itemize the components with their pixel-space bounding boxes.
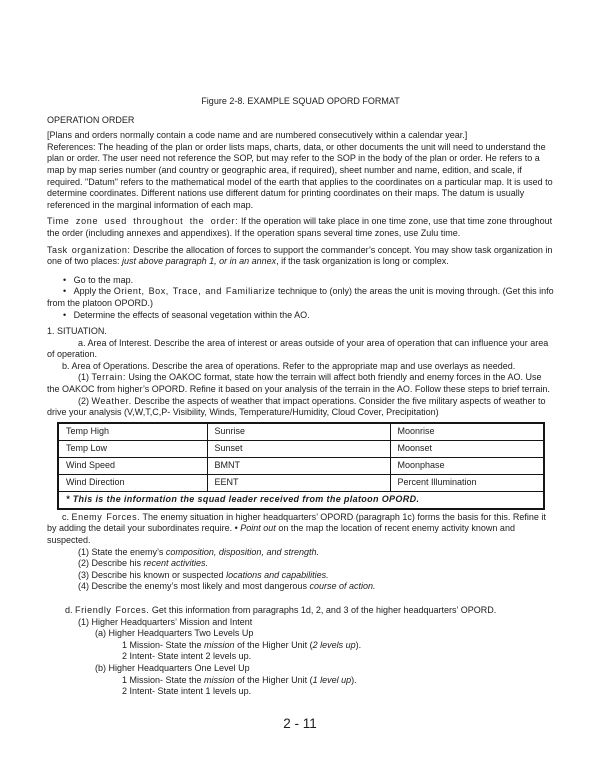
text-run: mission	[204, 639, 235, 650]
text-run: , if the task organization is long or complex.	[276, 256, 449, 267]
text-run: • Apply the	[63, 286, 114, 297]
friendly-sub-item	[47, 628, 554, 640]
friendly-sub-item	[47, 663, 554, 675]
table-footnote-row	[58, 491, 544, 509]
text-run: 2 Intent- State intent 1 levels up.	[122, 686, 252, 697]
text-run: just above paragraph 1, or in an annex	[122, 256, 277, 267]
table-footnote: * This is the information the squad leader received from the platoon OPORD.	[58, 491, 544, 509]
text-run: (1) Higher Headquarters’ Mission and Intent	[78, 616, 253, 627]
text-run: The enemy situation in higher headquarters’ OPORD (paragraph 1c) forms the basis for this. Refine it by adding the detail your subordinates require. •	[47, 511, 546, 534]
bullet-item	[47, 310, 554, 322]
text-run: (2) Describe his	[78, 558, 144, 569]
table-row	[58, 423, 544, 441]
text-run: Task organization:	[47, 244, 131, 255]
friendly-sub-item	[47, 640, 554, 652]
text-run: Get this information from paragraphs 1d, 2, and 3 of the higher headquarters’ OPORD.	[149, 605, 497, 615]
text-run: (2)	[78, 395, 92, 406]
text-run: of the Higher Unit (	[234, 674, 313, 685]
friendly-sub-item	[47, 686, 554, 698]
page-number: 2 - 11	[283, 716, 317, 731]
table-row	[58, 474, 544, 491]
text-run: (a) Higher Headquarters Two Levels Up	[95, 628, 254, 639]
table-cell: Moonset	[390, 440, 544, 457]
enemy-sub-item	[47, 570, 554, 582]
text-run: Orient, Box, Trace, and Familiarize	[113, 286, 276, 297]
friendly-sub-item	[47, 651, 554, 663]
table-cell: Temp Low	[58, 440, 207, 457]
text-run: technique to (only) the areas the unit is moving through. (Get this info from the platoon OPORD.)	[47, 286, 554, 308]
text-run: OPERATION ORDER	[47, 114, 135, 125]
table-cell: Wind Speed	[58, 457, 207, 474]
text-run: Using the OAKOC format, state how the terrain will affect both friendly and enemy forces in the AO. Use the OAKOC from higher’s OPORD. Refine it based on your analysis of the terrain in the AO. Follow these steps to brief terrain.	[47, 372, 550, 395]
text-run: recent activities.	[143, 558, 209, 569]
text-run: a. Area of Interest. Describe the area of interest or areas outside of your area of operation that can influence your area of operation.	[47, 337, 549, 360]
text-run: If the operation will take place in one time zone, use that time zone throughout the order (including annexes and appendixes). If the operation spans several time zones, use Zulu time.	[47, 216, 553, 238]
table-row	[58, 457, 544, 474]
time-zone-paragraph	[47, 216, 554, 239]
area-of-operations-paragraph	[47, 361, 554, 373]
text-run: Weather.	[91, 395, 132, 406]
table-cell: BMNT	[207, 457, 390, 474]
text-run: d.	[65, 605, 76, 615]
text-run: (1) State the enemy’s	[78, 546, 166, 557]
bullet-item	[47, 275, 554, 287]
text-run: (4) Describe the enemy’s most likely and most dangerous	[78, 581, 310, 592]
table-cell: Sunrise	[207, 423, 390, 441]
text-run: ).	[351, 674, 357, 685]
text-run: 2 levels up	[312, 639, 356, 650]
plans-note-paragraph	[47, 130, 554, 142]
text-run: on the map the location of recent enemy activity known and suspected.	[47, 523, 515, 546]
text-run: (3) Describe his known or suspected	[78, 569, 227, 580]
table-cell: Sunset	[207, 440, 390, 457]
text-run: composition, disposition, and strength.	[165, 546, 319, 557]
text-run: • Determine the effects of seasonal vegetation within the AO.	[63, 309, 310, 320]
table-row	[58, 440, 544, 457]
text-run: Describe the aspects of weather that impact operations. Consider the five military aspects of weather to drive your analysis (V,W,T,C,P- Visibility, Winds, Temperature/Humidity, Cloud Cover, Precipitation)	[47, 395, 546, 418]
figure-caption: Figure 2-8. EXAMPLE SQUAD OPORD FORMAT	[201, 96, 400, 106]
text-run: b. Area of Operations. Describe the area of operations. Refer to the appropriate map and use overlays as needed.	[62, 360, 516, 371]
references-paragraph	[47, 142, 554, 212]
text-run: Terrain:	[91, 372, 126, 383]
enemy-sub-item	[47, 547, 554, 559]
terrain-paragraph	[47, 372, 554, 395]
section-1-situation-heading	[47, 326, 554, 338]
text-run: of the Higher Unit (	[234, 639, 313, 650]
text-run: Friendly Forces.	[75, 605, 150, 615]
table-cell: EENT	[207, 474, 390, 491]
text-run: Point out	[240, 523, 276, 534]
text-run: • Go to the map.	[63, 274, 134, 285]
text-run: 1. SITUATION.	[47, 326, 107, 337]
table-cell: Wind Direction	[58, 474, 207, 491]
text-run: References: The heading of the plan or order lists maps, charts, data, or other documents the unit will need to understand the plan or order. The user need not reference the SOP, but may refer to the SOP in the body of the plan or order. He refers to a map by map series number (and country or geographic area, if required), sheet number and name, edition, and scale, if required. "Datum" refers to the mathematical model of the earth that applies to the coordinates on a particular map. It is used to determine coordinates. Different nations use different datum for printing coordinates on their maps. The datum is usually referenced in the marginal information of each map.	[47, 141, 553, 210]
area-of-interest-paragraph	[47, 338, 554, 361]
text-run: course of action.	[309, 581, 376, 592]
text-run: 1 Mission- State the	[122, 639, 205, 650]
document-body	[47, 115, 554, 698]
text-run: [Plans and orders normally contain a code name and are numbered consecutively within a calendar year.]	[47, 130, 468, 141]
table-cell: Percent Illumination	[390, 474, 544, 491]
weather-table	[57, 422, 545, 510]
text-run: ).	[355, 639, 362, 650]
friendly-forces-paragraph	[47, 605, 554, 617]
text-run: locations and capabilities.	[226, 569, 329, 580]
text-run: c.	[62, 511, 72, 522]
weather-paragraph	[47, 396, 554, 419]
enemy-forces-paragraph	[47, 512, 554, 547]
text-run: (1)	[78, 372, 92, 383]
text-run: 2 Intent- State intent 2 levels up.	[122, 651, 252, 662]
text-run: 1 level up	[312, 674, 352, 685]
table-cell: Moonphase	[390, 457, 544, 474]
table-cell: Temp High	[58, 423, 207, 441]
text-run: 1 Mission- State the	[122, 674, 205, 685]
task-organization-paragraph	[47, 245, 554, 268]
text-run: Time zone used throughout the order:	[47, 216, 239, 227]
enemy-sub-item	[47, 581, 554, 593]
friendly-sub-item	[47, 617, 554, 629]
text-run: mission	[204, 674, 235, 685]
enemy-sub-item	[47, 558, 554, 570]
operation-order-heading	[47, 115, 554, 127]
bullet-item	[47, 286, 554, 309]
text-run: Describe the allocation of forces to support the commander’s concept. You may show task organization in one of two places:	[47, 244, 553, 267]
text-run: Enemy Forces.	[71, 511, 141, 522]
text-run: (b) Higher Headquarters One Level Up	[95, 662, 250, 673]
friendly-sub-item	[47, 675, 554, 687]
table-cell: Moonrise	[390, 423, 544, 441]
